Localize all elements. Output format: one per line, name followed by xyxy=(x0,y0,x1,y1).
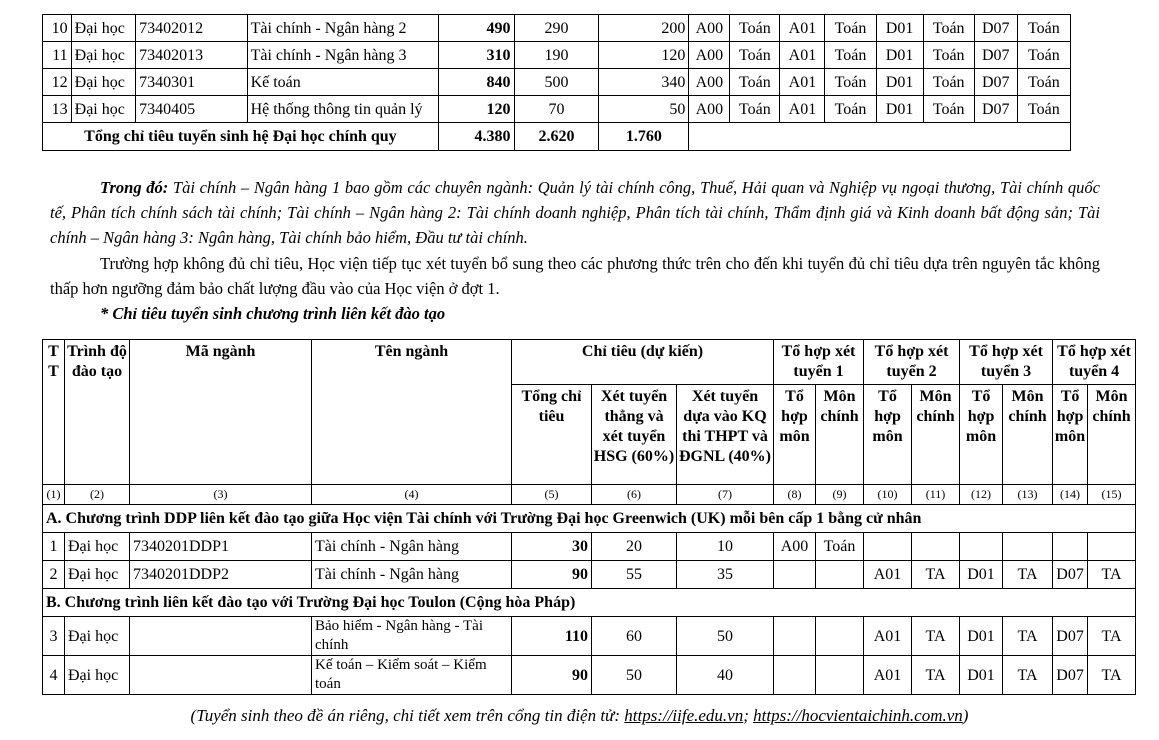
cell-to-hop-2: A01 xyxy=(780,42,825,69)
cell-tong-chi-tieu: 310 xyxy=(438,42,514,69)
joint-program-quota-table xyxy=(42,339,1136,695)
cell-trinh-do: Đại học xyxy=(65,656,130,695)
column-number: (14) xyxy=(1053,485,1088,505)
cell-ten-nganh: Tài chính - Ngân hàng xyxy=(312,533,512,561)
total-row xyxy=(43,123,1071,151)
header-mon-chinh-4: Môn chính xyxy=(1088,385,1136,485)
cell-ten-nganh: Tài chính - Ngân hàng 2 xyxy=(247,15,438,42)
cell-tong-chi-tieu: 120 xyxy=(438,96,514,123)
header-xet-tuyen-hsg: Xét tuyển thẳng và xét tuyển HSG (60%) xyxy=(592,385,677,485)
cell-stt: 10 xyxy=(43,15,72,42)
cell-to-hop-4: D07 xyxy=(974,69,1017,96)
cell-mon-chinh-2: Toán xyxy=(825,42,876,69)
table-row xyxy=(43,561,1136,589)
total-kq: 1.760 xyxy=(599,123,689,151)
cell-to-hop-4: D07 xyxy=(974,15,1017,42)
cell-ten-nganh: Kế toán xyxy=(247,69,438,96)
cell-ma-nganh: 7340301 xyxy=(136,69,247,96)
section-a-title: A. Chương trình DDP liên kết đào tạo giữa Học viện Tài chính với Trường Đại học Greenwich (UK) mỗi bên cấp 1 bằng cử nhân xyxy=(43,505,1136,533)
cell-tong-chi-tieu: 30 xyxy=(512,533,592,561)
cell-ten-nganh: Hệ thống thông tin quản lý xyxy=(247,96,438,123)
header-tong-chi-tieu: Tổng chỉ tiêu xyxy=(512,385,592,485)
cell-mon-chinh-2: TA xyxy=(912,656,960,695)
cell-xet-tuyen-hsg: 290 xyxy=(514,15,599,42)
cell-to-hop-1 xyxy=(774,561,816,589)
cell-mon-chinh-1: Toán xyxy=(730,96,780,123)
cell-xet-tuyen-hsg: 60 xyxy=(592,617,677,656)
column-number: (5) xyxy=(512,485,592,505)
total-empty-cell xyxy=(689,123,1071,151)
cell-tong-chi-tieu: 490 xyxy=(438,15,514,42)
table-row xyxy=(43,96,1071,123)
column-number: (11) xyxy=(912,485,960,505)
cell-xet-tuyen-hsg: 20 xyxy=(592,533,677,561)
table-row xyxy=(43,656,1136,695)
cell-trinh-do: Đại học xyxy=(71,69,135,96)
cell-mon-chinh-3: TA xyxy=(1003,656,1053,695)
cell-to-hop-4 xyxy=(1053,533,1088,561)
hocvientaichinh-link[interactable]: https://hocvientaichinh.com.vn xyxy=(753,706,963,725)
explanation-paragraph xyxy=(50,175,1100,250)
footer-suffix: ) xyxy=(962,706,969,725)
cell-to-hop-4: D07 xyxy=(1053,656,1088,695)
cell-stt: 12 xyxy=(43,69,72,96)
column-number: (7) xyxy=(677,485,774,505)
cell-ten-nganh: Kế toán – Kiểm soát – Kiểm toán xyxy=(312,656,512,695)
cell-stt: 13 xyxy=(43,96,72,123)
cell-to-hop-2: A01 xyxy=(780,69,825,96)
footer-note xyxy=(0,704,1159,728)
cell-trinh-do: Đại học xyxy=(71,15,135,42)
table-row xyxy=(43,15,1071,42)
section-b-rows xyxy=(43,617,1136,695)
cell-mon-chinh-1 xyxy=(816,617,864,656)
cell-trinh-do: Đại học xyxy=(71,96,135,123)
cell-stt: 4 xyxy=(43,656,65,695)
section-b-row xyxy=(43,589,1136,617)
cell-to-hop-1 xyxy=(774,617,816,656)
column-number-row xyxy=(43,485,1136,505)
table-row xyxy=(43,42,1071,69)
cell-mon-chinh-4: Toán xyxy=(1017,42,1070,69)
cell-to-hop-3: D01 xyxy=(876,69,923,96)
header-ten-nganh: Tên ngành xyxy=(312,340,512,485)
cell-trinh-do: Đại học xyxy=(65,561,130,589)
cell-xet-tuyen-kq: 10 xyxy=(677,533,774,561)
cell-to-hop-1: A00 xyxy=(774,533,816,561)
cell-ten-nganh: Bảo hiểm - Ngân hàng - Tài chính xyxy=(312,617,512,656)
header-mon-chinh-2: Môn chính xyxy=(912,385,960,485)
column-number: (2) xyxy=(65,485,130,505)
cell-to-hop-3 xyxy=(960,533,1003,561)
total-quota: 4.380 xyxy=(438,123,514,151)
table-row xyxy=(43,617,1136,656)
header-mon-chinh-3: Môn chính xyxy=(1003,385,1053,485)
cell-mon-chinh-4: Toán xyxy=(1017,96,1070,123)
cell-to-hop-3: D01 xyxy=(960,617,1003,656)
cell-ma-nganh: 7340201DDP1 xyxy=(130,533,312,561)
cell-ten-nganh: Tài chính - Ngân hàng xyxy=(312,561,512,589)
cell-to-hop-1: A00 xyxy=(689,15,730,42)
cell-to-hop-4: D07 xyxy=(1053,617,1088,656)
header-to-hop-3: Tổ hợp xét tuyển 3 xyxy=(960,340,1053,385)
cell-tong-chi-tieu: 840 xyxy=(438,69,514,96)
cell-mon-chinh-4: TA xyxy=(1088,561,1136,589)
column-number: (1) xyxy=(43,485,65,505)
header-to-hop-mon-3: Tổ hợp môn xyxy=(960,385,1003,485)
table-row xyxy=(43,69,1071,96)
cell-to-hop-2: A01 xyxy=(864,656,912,695)
cell-to-hop-3: D01 xyxy=(960,561,1003,589)
cell-xet-tuyen-kq: 200 xyxy=(599,15,689,42)
cell-to-hop-1: A00 xyxy=(689,42,730,69)
cell-to-hop-2: A01 xyxy=(780,15,825,42)
cell-mon-chinh-3: Toán xyxy=(923,96,974,123)
cell-mon-chinh-2: Toán xyxy=(825,69,876,96)
cell-mon-chinh-3: TA xyxy=(1003,617,1053,656)
cell-to-hop-3: D01 xyxy=(960,656,1003,695)
cell-mon-chinh-2: Toán xyxy=(825,15,876,42)
cell-tong-chi-tieu: 90 xyxy=(512,561,592,589)
header-to-hop-mon-4: Tổ hợp môn xyxy=(1053,385,1088,485)
cell-ma-nganh xyxy=(130,617,312,656)
column-number: (4) xyxy=(312,485,512,505)
header-row-1 xyxy=(43,340,1136,385)
cell-mon-chinh-2: TA xyxy=(912,561,960,589)
cell-to-hop-1 xyxy=(774,656,816,695)
table-row xyxy=(43,533,1136,561)
cell-mon-chinh-4: Toán xyxy=(1017,69,1070,96)
cell-xet-tuyen-kq: 35 xyxy=(677,561,774,589)
cell-tong-chi-tieu: 90 xyxy=(512,656,592,695)
cell-to-hop-2: A01 xyxy=(864,561,912,589)
cell-ma-nganh: 73402012 xyxy=(136,15,247,42)
cell-to-hop-4: D07 xyxy=(974,96,1017,123)
cell-ten-nganh: Tài chính - Ngân hàng 3 xyxy=(247,42,438,69)
cell-mon-chinh-2 xyxy=(912,533,960,561)
cell-mon-chinh-3 xyxy=(1003,533,1053,561)
header-to-hop-mon-2: Tổ hợp môn xyxy=(864,385,912,485)
column-number: (8) xyxy=(774,485,816,505)
cell-mon-chinh-4 xyxy=(1088,533,1136,561)
cell-trinh-do: Đại học xyxy=(65,533,130,561)
cell-xet-tuyen-hsg: 70 xyxy=(514,96,599,123)
admission-quota-table-continued xyxy=(42,14,1071,151)
column-number: (10) xyxy=(864,485,912,505)
cell-stt: 11 xyxy=(43,42,72,69)
cell-xet-tuyen-kq: 120 xyxy=(599,42,689,69)
cell-mon-chinh-1 xyxy=(816,561,864,589)
cell-trinh-do: Đại học xyxy=(71,42,135,69)
cell-xet-tuyen-hsg: 500 xyxy=(514,69,599,96)
supplementary-paragraph: Trường hợp không đủ chỉ tiêu, Học viện tiếp tục xét tuyển bổ sung theo các phương thức trên cho đến khi tuyển đủ chỉ tiêu dựa trên nguyên tắc không thấp hơn ngưỡng đảm bảo chất lượng đầu vào của Học viện ở đợt 1. xyxy=(50,254,1100,298)
column-number: (12) xyxy=(960,485,1003,505)
explanation-body: Tài chính – Ngân hàng 1 bao gồm các chuyên ngành: Quản lý tài chính công, Thuế, Hải quan và Nghiệp vụ ngoại thương, Tài chính quốc tế, Phân tích chính sách tài chính; Tài chính – Ngân hàng 2: Tài chính doanh nghiệp, Phân tích tài chính, Thẩm định giá và Kinh doanh bất động sản; Tài chính – Ngân hàng 3: Ngân hàng, Tài chính bảo hiểm, Đầu tư tài chính. xyxy=(50,178,1100,247)
column-number: (9) xyxy=(816,485,864,505)
cell-ma-nganh: 7340405 xyxy=(136,96,247,123)
cell-ma-nganh: 73402013 xyxy=(136,42,247,69)
cell-xet-tuyen-kq: 50 xyxy=(677,617,774,656)
cell-to-hop-2: A01 xyxy=(780,96,825,123)
header-to-hop-4: Tổ hợp xét tuyển 4 xyxy=(1053,340,1136,385)
cell-mon-chinh-1: Toán xyxy=(730,15,780,42)
cell-to-hop-3: D01 xyxy=(876,42,923,69)
total-hsg: 2.620 xyxy=(514,123,599,151)
section-a-row xyxy=(43,505,1136,533)
header-xet-tuyen-kq: Xét tuyển dựa vào KQ thi THPT và ĐGNL (40%) xyxy=(677,385,774,485)
cell-xet-tuyen-hsg: 55 xyxy=(592,561,677,589)
column-number: (13) xyxy=(1003,485,1053,505)
cell-mon-chinh-4: TA xyxy=(1088,656,1136,695)
header-chi-tieu: Chỉ tiêu (dự kiến) xyxy=(512,340,774,385)
cell-mon-chinh-1 xyxy=(816,656,864,695)
joint-program-heading: * Chỉ tiêu tuyển sinh chương trình liên kết đào tạo xyxy=(100,304,446,323)
header-to-hop-2: Tổ hợp xét tuyển 2 xyxy=(864,340,960,385)
cell-mon-chinh-2: Toán xyxy=(825,96,876,123)
cell-mon-chinh-1: Toán xyxy=(730,42,780,69)
top-table-body xyxy=(43,15,1071,123)
section-a-rows xyxy=(43,533,1136,589)
cell-xet-tuyen-kq: 50 xyxy=(599,96,689,123)
header-to-hop-mon-1: Tổ hợp môn xyxy=(774,385,816,485)
cell-mon-chinh-1: Toán xyxy=(730,69,780,96)
cell-ma-nganh: 7340201DDP2 xyxy=(130,561,312,589)
cell-to-hop-2: A01 xyxy=(864,617,912,656)
header-mon-chinh-1: Môn chính xyxy=(816,385,864,485)
section-b-title: B. Chương trình liên kết đào tạo với Trường Đại học Toulon (Cộng hòa Pháp) xyxy=(43,589,1136,617)
cell-to-hop-3: D01 xyxy=(876,15,923,42)
cell-stt: 3 xyxy=(43,617,65,656)
explanation-lead: Trong đó: xyxy=(100,178,169,197)
header-to-hop-1: Tổ hợp xét tuyển 1 xyxy=(774,340,864,385)
cell-mon-chinh-3: Toán xyxy=(923,69,974,96)
cell-to-hop-4: D07 xyxy=(1053,561,1088,589)
cell-mon-chinh-4: TA xyxy=(1088,617,1136,656)
header-ma-nganh: Mã ngành xyxy=(130,340,312,485)
header-trinh-do: Trình độ đào tạo xyxy=(65,340,130,485)
cell-mon-chinh-3: Toán xyxy=(923,15,974,42)
cell-mon-chinh-1: Toán xyxy=(816,533,864,561)
cell-to-hop-3: D01 xyxy=(876,96,923,123)
cell-mon-chinh-3: Toán xyxy=(923,42,974,69)
total-label: Tổng chỉ tiêu tuyển sinh hệ Đại học chính quy xyxy=(43,123,439,151)
cell-stt: 1 xyxy=(43,533,65,561)
footer-separator: ; xyxy=(743,706,754,725)
iife-link[interactable]: https://iife.edu.vn xyxy=(624,706,744,725)
column-number: (3) xyxy=(130,485,312,505)
footer-prefix: (Tuyển sinh theo đề án riêng, chi tiết xem trên cổng tin điện tử: xyxy=(190,706,625,725)
column-number: (6) xyxy=(592,485,677,505)
cell-ma-nganh xyxy=(130,656,312,695)
cell-mon-chinh-3: TA xyxy=(1003,561,1053,589)
cell-mon-chinh-2: TA xyxy=(912,617,960,656)
column-number: (15) xyxy=(1088,485,1136,505)
cell-mon-chinh-4: Toán xyxy=(1017,15,1070,42)
cell-to-hop-1: A00 xyxy=(689,96,730,123)
cell-xet-tuyen-kq: 40 xyxy=(677,656,774,695)
cell-to-hop-1: A00 xyxy=(689,69,730,96)
cell-xet-tuyen-hsg: 190 xyxy=(514,42,599,69)
cell-to-hop-2 xyxy=(864,533,912,561)
cell-to-hop-4: D07 xyxy=(974,42,1017,69)
header-tt: T T xyxy=(43,340,65,485)
cell-stt: 2 xyxy=(43,561,65,589)
cell-trinh-do: Đại học xyxy=(65,617,130,656)
cell-xet-tuyen-hsg: 50 xyxy=(592,656,677,695)
cell-tong-chi-tieu: 110 xyxy=(512,617,592,656)
cell-xet-tuyen-kq: 340 xyxy=(599,69,689,96)
